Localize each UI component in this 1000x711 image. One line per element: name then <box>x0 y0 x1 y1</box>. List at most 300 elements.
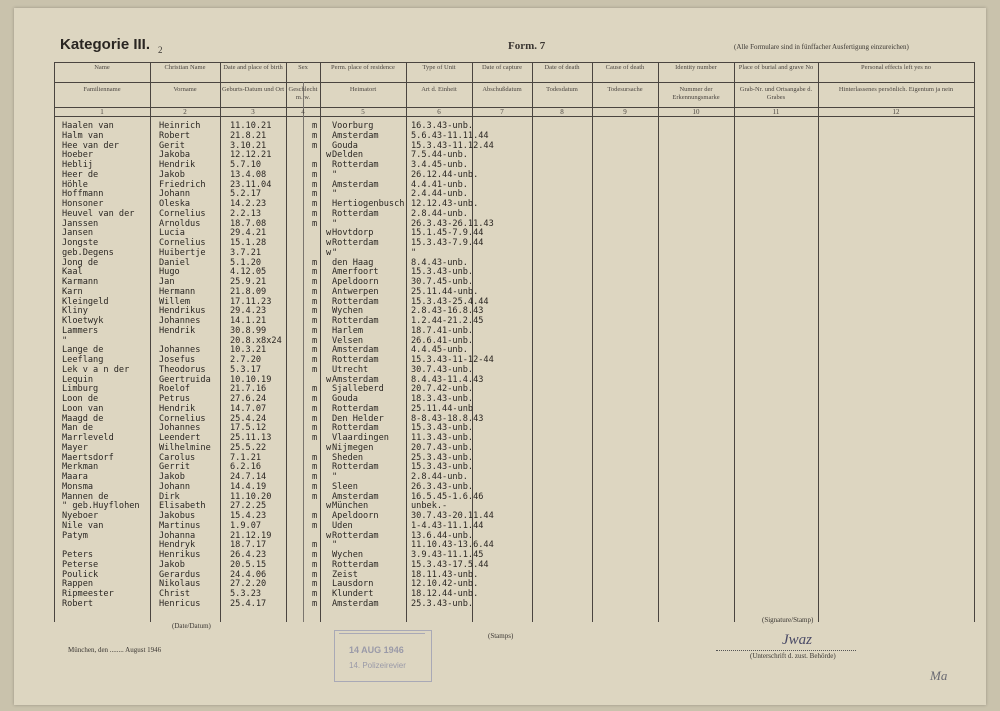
table-cell: m <box>312 403 318 414</box>
column-header-de: Todesdatum <box>546 86 578 93</box>
table-cell: Delden <box>332 150 364 161</box>
table-cell: Lequin <box>62 374 94 385</box>
table-cell: m <box>312 579 318 590</box>
column-header-en: Type of Unit <box>422 64 456 71</box>
table-cell: 26.4.23 <box>230 550 267 560</box>
table-cell: Sjalleberd <box>332 384 384 395</box>
table-cell: Jakob <box>159 559 185 570</box>
table-cell: 18.3.43-unb. <box>411 394 474 404</box>
column-number: 9 <box>623 108 627 116</box>
table-cell: 11.10.20 <box>230 491 272 502</box>
column-header-de: Geschlecht m. w. <box>288 86 318 101</box>
table-cell: m <box>312 316 318 326</box>
column-header-en: Name <box>94 64 110 71</box>
column-residence <box>332 122 404 610</box>
table-cell: m <box>312 199 318 209</box>
table-cell: " <box>62 335 68 346</box>
table-cell: Gerardus <box>159 569 201 580</box>
table-cell: 18.11.43-unb. <box>411 569 479 580</box>
table-cell: Apeldoorn <box>332 277 379 287</box>
table-cell: Lausdorn <box>332 579 374 590</box>
table-cell: Uden <box>332 520 353 531</box>
column-header-en: Date and place of birth <box>223 64 283 71</box>
table-cell: Lammers <box>62 325 99 336</box>
table-cell: m <box>312 481 318 492</box>
column-header-de: Hinterlassenes persönlich. Eigentum ja nein <box>838 86 954 93</box>
table-cell: Leendert <box>159 433 201 443</box>
table-cell: 11.3.43-unb. <box>411 433 474 443</box>
signature-caption: (Unterschrift d. zust. Behörde) <box>750 652 836 660</box>
table-cell: Poulick <box>62 569 99 580</box>
table-cell: Henricus <box>159 598 201 609</box>
table-cell: 5.7.10 <box>230 160 262 170</box>
table-cell: 23.11.04 <box>230 179 272 190</box>
table-cell: Gerrit <box>159 462 191 473</box>
table-cell: Nile van <box>62 520 104 531</box>
category-title: Kategorie III. <box>60 36 151 53</box>
table-cell: Jongste <box>62 238 99 248</box>
table-cell: 21.7.16 <box>230 384 267 395</box>
table-cell: 14.4.19 <box>230 481 267 492</box>
table-cell: m <box>312 267 318 278</box>
column-number: 10 <box>692 108 700 116</box>
column-header-de: Art d. Einheit <box>421 86 457 93</box>
table-cell: Hendrikus <box>159 306 206 317</box>
table-cell: Nijmegen <box>332 442 374 453</box>
table-cell: Loon de <box>62 394 99 404</box>
column-header-en: Christian Name <box>164 64 206 71</box>
column-number: 12 <box>892 108 900 116</box>
table-cell: Loon van <box>62 403 104 414</box>
table-cell: 26.12.44-unb. <box>411 169 479 180</box>
table-cell: 14.1.21 <box>230 316 267 326</box>
table-cell: Mannen de <box>62 491 109 502</box>
table-cell: 25.5.22 <box>230 442 267 453</box>
table-cell: 4.4.41-unb. <box>411 179 468 190</box>
table-cell: m <box>312 364 318 375</box>
table-cell: Hee van der <box>62 140 119 151</box>
table-cell: 20.7.43-unb. <box>411 442 474 453</box>
table-cell: 12.12.21 <box>230 150 272 161</box>
table-cell: Henrikus <box>159 550 201 560</box>
table-cell: Robert <box>159 130 191 141</box>
table-cell: " <box>332 189 338 200</box>
table-cell: Huibertje <box>159 247 206 258</box>
table-cell: Wychen <box>332 306 364 317</box>
table-cell: Amsterdam <box>332 130 379 141</box>
table-cell: Hoeber <box>62 150 94 161</box>
table-cell: 3.9.43-11.1.45 <box>411 550 484 560</box>
table-cell: 15.1.45-7.9.44 <box>411 228 484 239</box>
table-cell: Peters <box>62 550 94 560</box>
table-cell: München <box>332 501 369 512</box>
table-cell: 18.12.44-unb. <box>411 589 479 599</box>
column-number: 5 <box>361 108 365 116</box>
table-cell: 2.8.44-unb. <box>411 472 468 482</box>
table-cell: Marrleveld <box>62 433 114 443</box>
table-cell: Oleska <box>159 199 191 209</box>
table-cell: 14.2.23 <box>230 199 267 209</box>
column-number: 6 <box>437 108 441 116</box>
table-cell: 6.2.16 <box>230 462 262 473</box>
handwritten-mark: Ma <box>930 668 948 683</box>
table-cell: Karn <box>62 286 83 297</box>
table-cell: Jakob <box>159 472 185 482</box>
table-cell: 29.4.21 <box>230 228 267 239</box>
table-cell: geb.Degens <box>62 247 114 258</box>
table-cell: 2.4.44-unb. <box>411 189 468 200</box>
table-cell: Heblij <box>62 160 94 170</box>
table-cell: Cornelius <box>159 413 206 424</box>
table-cell: Amsterdam <box>332 598 379 609</box>
table-cell: 25.11.13 <box>230 433 272 443</box>
table-cell: w <box>326 150 332 161</box>
column-divider <box>818 62 819 622</box>
table-cell: 11.10.21 <box>230 121 272 131</box>
table-cell: 12.12.43-unb. <box>411 199 479 209</box>
table-cell: Hendryk <box>159 540 196 551</box>
row-divider <box>54 116 974 117</box>
table-cell: Nyeboer <box>62 511 99 521</box>
column-divider <box>150 62 151 622</box>
table-cell: 26.3.43-26.11.43 <box>411 218 494 229</box>
table-cell: Hendrik <box>159 325 196 336</box>
table-cell: " <box>332 247 338 258</box>
table-cell: m <box>312 472 318 482</box>
table-cell: 25.4.17 <box>230 598 267 609</box>
column-given-name <box>159 122 211 610</box>
table-cell: 17.11.23 <box>230 296 272 307</box>
table-cell: den Haag <box>332 257 374 268</box>
table-cell: 30.7.45-unb. <box>411 277 474 287</box>
table-cell: Johann <box>159 481 191 492</box>
table-cell: m <box>312 345 318 356</box>
table-cell: w <box>326 238 332 248</box>
table-cell: Karmann <box>62 277 99 287</box>
table-cell: " <box>411 247 417 258</box>
table-cell: 4.12.05 <box>230 267 267 278</box>
table-cell: m <box>312 208 318 219</box>
table-cell: Monsma <box>62 481 94 492</box>
table-cell: " <box>332 472 338 482</box>
table-cell: Jakob <box>159 169 185 180</box>
table-cell: m <box>312 384 318 395</box>
table-cell: 29.4.23 <box>230 306 267 317</box>
table-cell: 21.12.19 <box>230 530 272 541</box>
table-cell: Heer de <box>62 169 99 180</box>
table-cell: Friedrich <box>159 179 206 190</box>
instruction-note: (Alle Formulare sind in fünffacher Ausfertigung einzureichen) <box>734 43 909 51</box>
table-cell: w <box>326 501 332 512</box>
column-divider <box>734 62 735 622</box>
table-cell: Höhle <box>62 179 88 190</box>
row-divider <box>54 62 974 63</box>
table-cell: Man de <box>62 423 94 434</box>
column-header-de: Todesursache <box>607 86 643 93</box>
table-cell: Kliny <box>62 306 88 317</box>
table-cell: 1.2.44-21.2.45 <box>411 316 484 326</box>
table-cell: Johann <box>159 189 191 200</box>
table-cell: " <box>332 540 338 551</box>
table-cell: 1-4.43-11.1.44 <box>411 520 484 531</box>
column-header-en: Sex <box>298 64 308 71</box>
table-cell: 2.2.13 <box>230 208 262 219</box>
table-cell: Carolus <box>159 452 196 463</box>
column-header-en: Date of death <box>544 64 580 71</box>
table-cell: Ripmeester <box>62 589 114 599</box>
table-cell: 25.3.43-unb. <box>411 598 474 609</box>
table-cell: 10.3.21 <box>230 345 267 356</box>
form-number: Form. 7 <box>508 40 546 52</box>
table-cell: 20.5.15 <box>230 559 267 570</box>
table-cell: m <box>312 433 318 443</box>
table-cell: Harlem <box>332 325 364 336</box>
table-cell: 20.8.x8x24 <box>230 335 282 346</box>
table-cell: Utrecht <box>332 364 369 375</box>
table-cell: Maara <box>62 472 88 482</box>
table-cell: Honsoner <box>62 199 104 209</box>
column-header-en: Perm. place of residence <box>331 64 395 71</box>
table-cell: 15.3.43-unb. <box>411 423 474 434</box>
table-cell: Christ <box>159 589 191 599</box>
table-cell: m <box>312 257 318 268</box>
column-divider <box>286 62 287 622</box>
signature: Jwaz <box>782 632 812 648</box>
table-cell: Kaal <box>62 267 83 278</box>
table-cell: Wychen <box>332 550 364 560</box>
table-cell: 15.4.23 <box>230 511 267 521</box>
table-cell: 11.10.43-13.6.44 <box>411 540 494 551</box>
table-cell: 26.3.43-unb. <box>411 481 474 492</box>
column-number: 7 <box>500 108 504 116</box>
table-cell: 7.1.21 <box>230 452 262 463</box>
table-cell: m <box>312 296 318 307</box>
table-cell: 5.2.17 <box>230 189 262 200</box>
table-cell: Nikolaus <box>159 579 201 590</box>
table-cell: Hertiogenbusch <box>332 199 405 209</box>
table-cell: 8.4.43-11.4.43 <box>411 374 484 385</box>
column-header-de: Nummer der Erkennungsmarke <box>672 86 720 101</box>
column-header-de: Abschußdatum <box>482 86 522 93</box>
column-header-en: Personal effects left yes no <box>861 64 931 71</box>
table-cell: 14.7.07 <box>230 403 267 414</box>
table-cell: m <box>312 569 318 580</box>
row-divider <box>54 82 974 83</box>
table-cell: Klundert <box>332 589 374 599</box>
column-header-de: Heimatort <box>349 86 377 93</box>
table-cell: Johannes <box>159 345 201 356</box>
table-cell: m <box>312 218 318 229</box>
table-cell: Gouda <box>332 394 358 404</box>
table-cell: Hendrik <box>159 160 196 170</box>
table-cell: 27.6.24 <box>230 394 267 404</box>
table-cell: m <box>312 589 318 599</box>
table-cell: Lucia <box>159 228 185 239</box>
table-cell: 3.7.21 <box>230 247 262 258</box>
table-cell: Amerfoort <box>332 267 379 278</box>
table-cell: Jan <box>159 277 175 287</box>
column-family-name <box>62 122 140 610</box>
table-cell: m <box>312 277 318 287</box>
stamp-office: 14. Polizeirevier <box>349 661 406 670</box>
table-cell: Rotterdam <box>332 316 379 326</box>
table-cell: 18.7.41-unb. <box>411 325 474 336</box>
table-cell: unbek.- <box>411 501 448 512</box>
column-header-de: Familienname <box>83 86 121 93</box>
table-cell: Arnoldus <box>159 218 201 229</box>
table-cell: Hermann <box>159 286 196 297</box>
table-cell: 8.4.43-unb. <box>411 257 468 268</box>
table-cell: Merkman <box>62 462 99 473</box>
column-divider <box>974 62 975 622</box>
table-cell: Janssen <box>62 218 99 229</box>
table-cell: m <box>312 598 318 609</box>
table-cell: 4.4.45-unb. <box>411 345 468 356</box>
table-cell: 1.9.07 <box>230 520 262 531</box>
table-cell: Amsterdam <box>332 345 379 356</box>
table-cell: 24.4.06 <box>230 569 267 580</box>
stamps-label: (Stamps) <box>488 632 514 640</box>
table-cell: 15.3.43-7.9.44 <box>411 238 484 248</box>
table-cell: w <box>326 247 332 258</box>
table-cell: 15.3.43-17.5.44 <box>411 559 489 570</box>
table-cell: Dirk <box>159 491 180 502</box>
table-cell: 15.3.43-11-12-44 <box>411 355 494 365</box>
place-and-date: München, den ........ August 1946 <box>68 646 162 654</box>
category-number: 2 <box>158 45 163 55</box>
table-cell: m <box>312 413 318 424</box>
table-cell: Rotterdam <box>332 355 379 365</box>
column-header-de: Geburts-Datum und Ort <box>221 86 285 93</box>
table-cell: m <box>312 160 318 170</box>
table-cell: 10.10.19 <box>230 374 272 385</box>
table-cell: Leeflang <box>62 355 104 365</box>
column-number: 3 <box>251 108 255 116</box>
table-cell: Hoffmann <box>62 189 104 200</box>
table-cell: Rotterdam <box>332 423 379 434</box>
column-number: 4 <box>301 108 305 116</box>
table-cell: m <box>312 462 318 473</box>
table-cell: m <box>312 189 318 200</box>
table-cell: 30.8.99 <box>230 325 267 336</box>
table-cell: 25.11.44-unb. <box>411 286 479 297</box>
table-cell: Den Helder <box>332 413 384 424</box>
table-cell: m <box>312 169 318 180</box>
table-cell: Heuvel van der <box>62 208 135 219</box>
table-cell: Rappen <box>62 579 94 590</box>
table-cell: m <box>312 559 318 570</box>
table-cell: Rotterdam <box>332 208 379 219</box>
table-cell: Gouda <box>332 140 358 151</box>
table-cell: 17.5.12 <box>230 423 267 434</box>
table-cell: 30.7.43-unb. <box>411 364 474 375</box>
table-cell: Jansen <box>62 228 94 239</box>
signature-line <box>716 650 856 651</box>
table-cell: 3.10.21 <box>230 140 267 151</box>
column-number: 2 <box>183 108 187 116</box>
table-cell: Willem <box>159 296 191 307</box>
table-cell: 5.6.43-11.11.44 <box>411 130 489 141</box>
column-header-en: Date of capture <box>481 64 523 71</box>
table-cell: m <box>312 394 318 404</box>
table-cell: Apeldoorn <box>332 511 379 521</box>
table-cell: 3.4.45-unb. <box>411 160 468 170</box>
table-cell: Robert <box>62 598 94 609</box>
table-cell: 25.3.43-unb. <box>411 452 474 463</box>
column-number: 8 <box>560 108 564 116</box>
table-cell: Mayer <box>62 442 88 453</box>
table-cell: Maagd de <box>62 413 104 424</box>
table-cell: m <box>312 520 318 531</box>
table-cell: Amsterdam <box>332 491 379 502</box>
table-cell: m <box>312 335 318 346</box>
table-cell: Amsterdam <box>332 179 379 190</box>
table-cell: 5.3.17 <box>230 364 262 375</box>
table-cell: m <box>312 491 318 502</box>
table-cell: Patym <box>62 530 88 541</box>
table-cell: Hendrik <box>159 403 196 414</box>
table-cell: 13.4.08 <box>230 169 267 180</box>
table-cell: w <box>326 228 332 239</box>
table-cell: Jakobus <box>159 511 196 521</box>
document-sheet <box>14 8 986 705</box>
table-cell: w <box>326 374 332 385</box>
table-cell: 15.1.28 <box>230 238 267 248</box>
table-cell: 25.11.44-unb <box>411 403 474 414</box>
table-cell: 15.3.43-11.12.44 <box>411 140 494 151</box>
column-divider <box>220 62 221 622</box>
table-cell: Antwerpen <box>332 286 379 297</box>
table-cell: Johannes <box>159 316 201 326</box>
column-header-en: Place of burial and grave No <box>738 64 814 71</box>
table-cell: m <box>312 550 318 560</box>
table-cell: Maertsdorf <box>62 452 114 463</box>
table-cell: Rotterdam <box>332 238 379 248</box>
table-cell: Rotterdam <box>332 160 379 170</box>
table-cell: Rotterdam <box>332 530 379 541</box>
table-cell: 20.7.42-unb. <box>411 384 474 395</box>
table-cell: 30.7.43-20.11.44 <box>411 511 494 521</box>
table-cell: Rotterdam <box>332 559 379 570</box>
table-cell: Vlaardingen <box>332 433 389 443</box>
table-cell: 18.7.17 <box>230 540 267 551</box>
table-cell: Johanna <box>159 530 196 541</box>
table-cell: m <box>312 179 318 190</box>
table-cell: Roelof <box>159 384 191 395</box>
column-divider <box>54 62 55 622</box>
table-cell: m <box>312 540 318 551</box>
table-cell: Rotterdam <box>332 462 379 473</box>
table-cell: 2.7.20 <box>230 355 262 365</box>
table-cell: Haalen van <box>62 121 114 131</box>
table-cell: Voorburg <box>332 121 374 131</box>
table-cell: Sleen <box>332 481 358 492</box>
table-cell: " <box>332 218 338 229</box>
table-cell: w <box>326 530 332 541</box>
table-cell: m <box>312 325 318 336</box>
table-cell: Daniel <box>159 257 191 268</box>
table-cell: 15.3.43-25.4.44 <box>411 296 489 307</box>
table-cell: 21.8.09 <box>230 286 267 297</box>
table-cell: Wilhelmine <box>159 442 211 453</box>
police-stamp <box>334 630 432 682</box>
table-cell: Cornelius <box>159 208 206 219</box>
table-cell: Peterse <box>62 559 99 570</box>
table-cell: Geertruida <box>159 374 211 385</box>
table-cell: 27.2.20 <box>230 579 267 590</box>
table-cell: Sheden <box>332 452 364 463</box>
column-divider <box>406 62 407 622</box>
